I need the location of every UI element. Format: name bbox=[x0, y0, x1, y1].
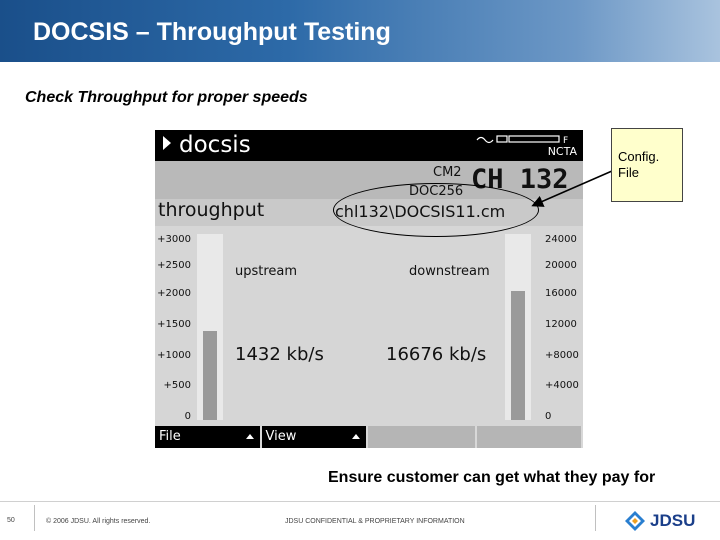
view-softkey-label: View bbox=[265, 429, 297, 444]
standard-label: NCTA bbox=[547, 145, 577, 158]
upstream-tick: +2000 bbox=[157, 288, 191, 299]
mode-label: CM2 bbox=[433, 165, 462, 180]
downstream-axis bbox=[543, 226, 583, 426]
device-brand bbox=[163, 132, 251, 158]
upstream-value: 1432 kb/s bbox=[235, 344, 324, 365]
device-brand-label: docsis bbox=[179, 132, 251, 158]
footer-separator bbox=[34, 505, 35, 531]
upstream-tick: +500 bbox=[163, 380, 191, 391]
callout-line-1: Config. bbox=[618, 149, 660, 164]
downstream-bar-track bbox=[505, 234, 531, 420]
downstream-tick: +8000 bbox=[545, 350, 579, 361]
upstream-bar-track bbox=[197, 234, 223, 420]
jdsu-logo-icon bbox=[624, 510, 646, 532]
throughput-chart bbox=[155, 226, 583, 426]
upstream-bar bbox=[203, 331, 217, 420]
menu-arrow-icon bbox=[163, 136, 171, 150]
upstream-tick: 0 bbox=[184, 411, 191, 422]
callout-arrow bbox=[520, 165, 620, 215]
config-file-name: chl132\DOCSIS11.cm bbox=[335, 202, 506, 221]
slide-subtitle: Check Throughput for proper speeds bbox=[25, 89, 308, 106]
softkey-3[interactable] bbox=[368, 426, 475, 448]
downstream-tick: 24000 bbox=[545, 234, 577, 245]
svg-text:F: F bbox=[563, 136, 569, 144]
slide-title: DOCSIS – Throughput Testing bbox=[33, 18, 391, 46]
upstream-label: upstream bbox=[235, 264, 298, 279]
up-arrow-icon bbox=[352, 434, 360, 439]
upstream-tick: +2500 bbox=[157, 260, 191, 271]
upstream-tick: +3000 bbox=[157, 234, 191, 245]
downstream-tick: 20000 bbox=[545, 260, 577, 271]
confidential-text: JDSU CONFIDENTIAL & PROPRIETARY INFORMATION bbox=[285, 518, 465, 525]
jdsu-logo bbox=[624, 509, 695, 533]
device-top-bar bbox=[155, 130, 583, 161]
file-softkey[interactable] bbox=[155, 426, 260, 448]
version-label: DOC256 bbox=[409, 184, 464, 199]
footer-divider bbox=[0, 501, 720, 502]
copyright-text: © 2006 JDSU. All rights reserved. bbox=[46, 518, 151, 525]
upstream-axis bbox=[155, 226, 195, 426]
bottom-caption: Ensure customer can get what they pay for bbox=[328, 469, 656, 486]
logo-text: JDSU bbox=[650, 511, 696, 530]
downstream-tick: 12000 bbox=[545, 319, 577, 330]
callout-line-2: File bbox=[618, 165, 639, 180]
screen-title: throughput bbox=[158, 199, 265, 221]
device-screen bbox=[155, 130, 583, 448]
downstream-value: 16676 kb/s bbox=[386, 344, 487, 365]
title-banner bbox=[0, 0, 720, 62]
downstream-label: downstream bbox=[409, 264, 490, 279]
downstream-tick: 0 bbox=[545, 411, 552, 422]
footer-separator bbox=[595, 505, 596, 531]
highlight-ellipse bbox=[333, 183, 539, 237]
up-arrow-icon bbox=[246, 434, 254, 439]
downstream-tick: 16000 bbox=[545, 288, 577, 299]
signal-strength-icon bbox=[475, 134, 575, 144]
softkey-4[interactable] bbox=[477, 426, 582, 448]
softkey-bar bbox=[155, 426, 583, 448]
upstream-tick: +1500 bbox=[157, 319, 191, 330]
downstream-tick: +4000 bbox=[545, 380, 579, 391]
upstream-tick: +1000 bbox=[157, 350, 191, 361]
page-number: 50 bbox=[7, 517, 15, 524]
config-file-callout bbox=[611, 128, 683, 202]
channel-label: CH 132 bbox=[471, 164, 569, 195]
file-softkey-label: File bbox=[159, 429, 181, 444]
downstream-bar bbox=[511, 291, 525, 420]
view-softkey[interactable] bbox=[262, 426, 367, 448]
